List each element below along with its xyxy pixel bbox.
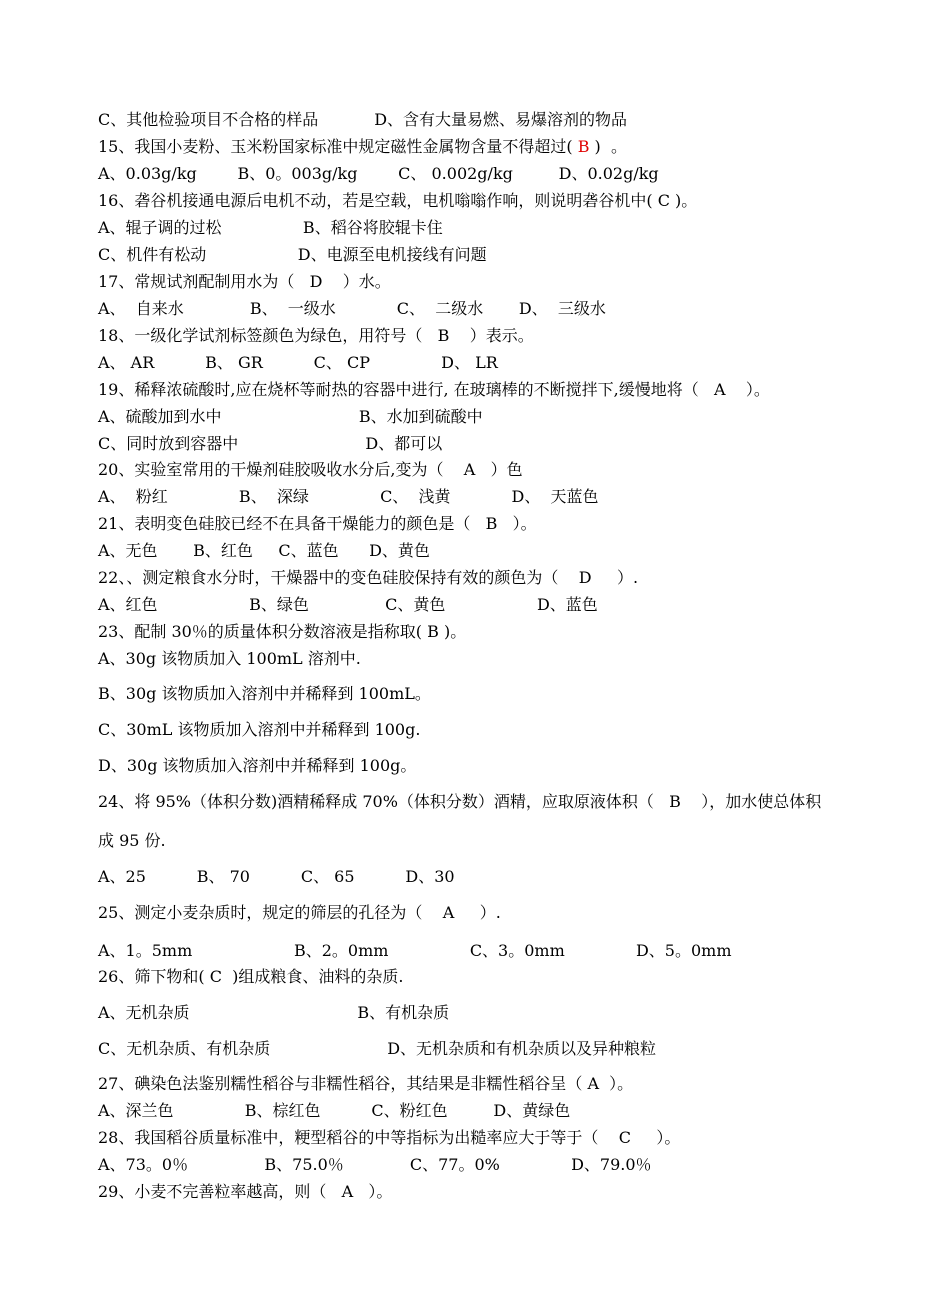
text-line: A、无机杂质 B、有机杂质 <box>98 1003 450 1022</box>
text-line: A、0.03g/kg B、0。003g/kg C、 0.002g/kg D、0.02g/kg <box>98 164 659 183</box>
text-line: 20、实验室常用的干燥剂硅胶吸收水分后,变为（ A ）色 <box>98 460 523 479</box>
text-line: A、73。0％ B、75.0％ C、77。0% D、79.0％ <box>98 1155 652 1174</box>
text-line: A、25 B、 70 C、 65 D、30 <box>98 867 455 886</box>
text-line: A、红色 B、绿色 C、黄色 D、蓝色 <box>98 595 598 614</box>
text-line: 19、稀释浓硫酸时,应在烧杯等耐热的容器中进行, 在玻璃棒的不断搅拌下,缓慢地将（ A ）。 <box>98 380 770 399</box>
text-line: A、 粉红 B、 深绿 C、 浅黄 D、 天蓝色 <box>98 487 599 506</box>
text-line: 21、表明变色硅胶已经不在具备干燥能力的颜色是（ B ）。 <box>98 514 537 533</box>
question-15-tail: ) 。 <box>589 137 627 156</box>
text-line: C、机件有松动 D、电源至电机接线有问题 <box>98 245 487 264</box>
text-line: A、辊子调的过松 B、稻谷将胶辊卡住 <box>98 218 443 237</box>
text-line: 25、测定小麦杂质时，规定的筛层的孔径为（ A ）. <box>98 903 501 922</box>
text-line: 27、碘染色法鉴别糯性稻谷与非糯性稻谷，其结果是非糯性稻谷呈（ A ）。 <box>98 1074 634 1093</box>
text-line: B、30g 该物质加入溶剂中并稀释到 100mL。 <box>98 684 431 703</box>
text-line: 16、砻谷机接通电源后电机不动，若是空载，电机嗡嗡作响，则说明砻谷机中( C )。 <box>98 191 698 210</box>
question-15-answer: B <box>577 137 590 156</box>
text-line: D、30g 该物质加入溶剂中并稀释到 100g。 <box>98 756 417 775</box>
text-line: A、 自来水 B、 一级水 C、 二级水 D、 三级水 <box>98 299 606 318</box>
text-line: A、30g 该物质加入 100mL 溶剂中. <box>98 649 361 668</box>
text-line: 28、我国稻谷质量标准中，粳型稻谷的中等指标为出糙率应大于等于（ C ）。 <box>98 1128 681 1147</box>
text-line: C、其他检验项目不合格的样品 D、含有大量易燃、易爆溶剂的物品 <box>98 110 628 129</box>
text-line: C、同时放到容器中 D、都可以 <box>98 434 443 453</box>
question-15 <box>98 137 627 157</box>
text-line: 成 95 份. <box>98 831 166 850</box>
text-line: C、30mL 该物质加入溶剂中并稀释到 100g. <box>98 720 421 739</box>
text-line: A、 AR B、 GR C、 CP D、 LR <box>98 353 498 372</box>
text-line: A、无色 B、红色 C、蓝色 D、黄色 <box>98 541 430 560</box>
text-line: 26、筛下物和( C )组成粮食、油料的杂质. <box>98 967 404 986</box>
text-line: 17、常规试剂配制用水为（ D ）水。 <box>98 272 391 291</box>
text-line: 23、配制 30％的质量体积分数溶液是指称取( B )。 <box>98 622 467 641</box>
text-line: 18、一级化学试剂标签颜色为绿色，用符号（ B ）表示。 <box>98 326 534 345</box>
question-15-text: 15、我国小麦粉、玉米粉国家标准中规定磁性金属物含量不得超过( <box>98 137 578 156</box>
text-line: A、硫酸加到水中 B、水加到硫酸中 <box>98 407 483 426</box>
text-line: A、深兰色 B、棕红色 C、粉红色 D、黄绿色 <box>98 1101 571 1120</box>
text-line: 29、小麦不完善粒率越高，则（ A ）。 <box>98 1182 393 1201</box>
text-line: A、1。5mm B、2。0mm C、3。0mm D、5。0mm <box>98 941 732 960</box>
text-line: 24、将 95%（体积分数)酒精稀释成 70%（体积分数）酒精，应取原液体积（ B ），加水使总体积 <box>98 792 822 811</box>
text-line: 22、、测定粮食水分时，干燥器中的变色硅胶保持有效的颜色为（ D ）. <box>98 568 639 587</box>
text-line: C、无机杂质、有机杂质 D、无机杂质和有机杂质以及异种粮粒 <box>98 1039 657 1058</box>
